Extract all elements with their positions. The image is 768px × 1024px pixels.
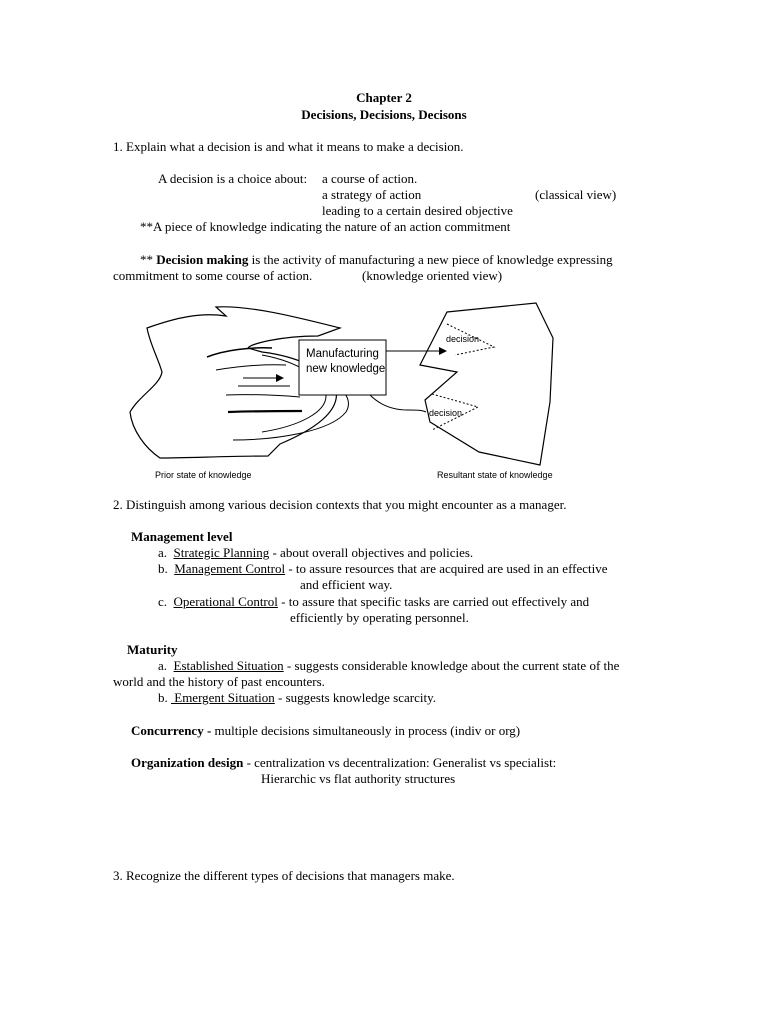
management-item-c-continued: efficiently by operating personnel. (290, 610, 469, 625)
item-marker: c. (158, 594, 174, 609)
box-label-line-2: new knowledge (306, 363, 386, 375)
prior-state-caption: Prior state of knowledge (155, 470, 252, 480)
definition-item-3: leading to a certain desired objective (322, 203, 513, 218)
decision-making-line-2: commitment to some course of action. (113, 268, 313, 283)
resultant-state-caption: Resultant state of knowledge (437, 470, 553, 480)
emergent-situation-term: Emergent Situation (171, 690, 275, 705)
box-label-line-1: Manufacturing (306, 348, 379, 360)
dm-term: Decision making (156, 252, 249, 267)
chapter-number: Chapter 2 (356, 90, 412, 105)
item-marker: a. (158, 545, 174, 560)
definition-item-1: a course of action. (322, 171, 418, 186)
maturity-item-a-continued: world and the history of past encounters. (113, 674, 325, 689)
organization-design-line (131, 755, 556, 771)
item-marker: b. (158, 690, 171, 705)
concurrency-line (131, 723, 520, 739)
organization-design-continued: Hierarchic vs flat authority structures (261, 771, 456, 786)
resultant-state-shape (420, 303, 553, 465)
decision-label-bottom: decision (429, 408, 463, 418)
knowledge-arc (216, 365, 286, 370)
item-text: - about overall objectives and policies. (269, 545, 474, 560)
knowledge-arc (228, 411, 302, 412)
output-arrow-head (439, 347, 447, 355)
maturity-heading: Maturity (127, 642, 178, 657)
maturity-item-b (158, 690, 436, 706)
item-marker: b. (158, 561, 175, 576)
established-situation-term: Established Situation (173, 658, 284, 673)
definition-item-2: a strategy of action (322, 187, 422, 202)
management-control-term: Management Control (174, 561, 286, 576)
management-item-c (158, 594, 589, 610)
management-item-b-continued: and efficient way. (300, 577, 393, 592)
concurrency-term: Concurrency - (131, 723, 212, 738)
organization-design-text: - centralization vs decentralization: Generalist vs specialist: (243, 755, 557, 770)
strategic-planning-term: Strategic Planning (173, 545, 270, 560)
item-text: - to assure resources that are acquired are used in an effective (285, 561, 608, 576)
organization-design-term: Organization design (131, 755, 244, 770)
knowledge-arc (226, 395, 300, 397)
classical-view-label: (classical view) (535, 187, 617, 202)
knowledge-arc (233, 388, 348, 440)
dm-rest: is the activity of manufacturing a new piece of knowledge expressing (248, 252, 613, 267)
question-3-prompt: 3. Recognize the different types of decisions that managers make. (113, 868, 455, 883)
output-curve (370, 395, 426, 412)
management-item-a (158, 545, 473, 561)
operational-control-term: Operational Control (173, 594, 278, 609)
maturity-item-a (158, 658, 619, 674)
management-level-heading: Management level (131, 529, 233, 544)
arrow-head (276, 374, 284, 382)
item-text: - suggests knowledge scarcity. (274, 690, 437, 705)
dm-prefix: ** (140, 252, 157, 267)
question-2-prompt: 2. Distinguish among various decision contexts that you might encounter as a manager. (113, 497, 567, 512)
concurrency-text: multiple decisions simultaneously in process (indiv or org) (211, 723, 521, 738)
item-text: - suggests considerable knowledge about the current state of the (283, 658, 620, 673)
definition-intro: A decision is a choice about: (158, 171, 308, 186)
decision-label-top: decision (446, 334, 480, 344)
decision-making-definition (140, 252, 613, 268)
knowledge-diagram (0, 290, 768, 490)
management-item-b (158, 561, 608, 577)
item-marker: a. (158, 658, 174, 673)
chapter-title: Decisions, Decisions, Decisons (301, 107, 467, 122)
item-text: - to assure that specific tasks are carried out effectively and (277, 594, 590, 609)
question-1-prompt: 1. Explain what a decision is and what it means to make a decision. (113, 139, 464, 154)
knowledge-definition: **A piece of knowledge indicating the nature of an action commitment (140, 219, 511, 234)
knowledge-view-label: (knowledge oriented view) (362, 268, 503, 283)
